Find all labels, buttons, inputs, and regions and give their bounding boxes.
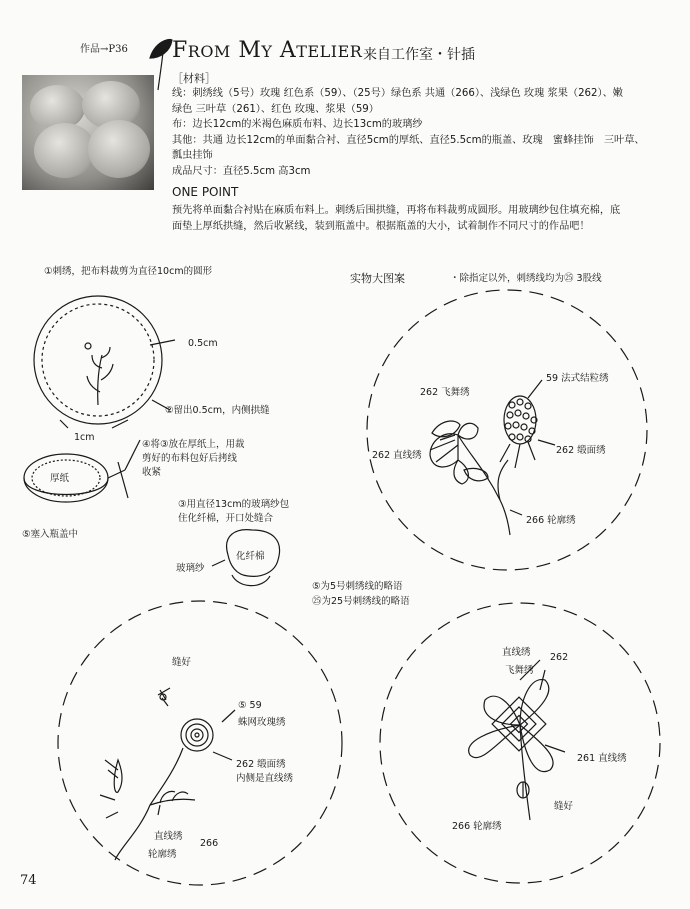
material-line: 布：边长12cm的米褐色麻质布料、边长13cm的玻璃纱	[172, 119, 423, 130]
material-line: 线：刺绣线（5号）玫瑰 红色系（59）、（25号）绿色系 共通（266）、浅绿色 玫瑰 浆果（262）、嫩	[172, 88, 623, 99]
step5-label: ⑤塞入瓶盖中	[22, 529, 79, 540]
step4-label: ④将③放在厚纸上，用裁 剪好的布料包好后拷线 收紧	[142, 439, 245, 478]
rose-satin-inner-label: 内侧是直线绣	[236, 773, 294, 784]
step2-label: ②留出0.5cm，内侧拱缝	[165, 405, 270, 416]
seam-allowance-label: 0.5cm	[188, 338, 218, 349]
rose-spider-label: 蛛网玫瑰绣	[238, 717, 286, 728]
organza-label: 玻璃纱	[176, 563, 205, 574]
step1-label: ①刺绣，把布料裁剪为直径10cm的圆形	[44, 266, 213, 277]
raspberry-fly-label: 262 飞舞绣	[420, 387, 470, 398]
margin-label: 1cm	[74, 432, 95, 443]
clover-fly-label: 飞舞绣	[505, 665, 534, 676]
material-line: 瓢虫挂饰	[172, 150, 213, 161]
leaf-logo-icon	[150, 40, 172, 58]
pattern-title: 实物大图案	[350, 272, 405, 285]
rose-outline-label: 轮廓绣	[148, 849, 177, 860]
one-point-line: 预先将单面黏合衬贴在麻质布料上。刺绣后围拱缝，再将布料裁剪成圆形。用玻璃纱包住填充棉，底	[172, 205, 621, 216]
thick-paper-label: 厚纸	[50, 473, 70, 484]
clover-thread-num: 262	[550, 652, 569, 663]
one-point-line: 面垫上厚纸拱缝，然后收紧线，装到瓶盖中。根据瓶盖的大小，试着制作不同尺寸的作品吧！	[172, 220, 590, 232]
clover-outline-label: 266 轮廓绣	[452, 821, 502, 832]
clover-leaf-label: 261 直线绣	[577, 753, 627, 764]
material-line: 其他：共通 边长12cm的单面黏合衬、直径5cm的厚纸、直径5.5cm的瓶盖、玫瑰 蜜蜂挂饰 三叶草、	[172, 134, 645, 146]
rose-satin-label: 262 缎面绣	[236, 759, 286, 770]
raspberry-straight-label: 262 直线绣	[372, 450, 422, 461]
materials-heading: ［材料］	[172, 72, 216, 85]
clover-motif	[469, 660, 565, 820]
step4-drum-diagram	[24, 440, 140, 502]
page-reference: 作品→P36	[80, 44, 128, 55]
step1-fabric-circle	[34, 296, 175, 428]
rose-bee-label: 缝好	[172, 657, 192, 668]
raspberry-outline-label: 266 轮廓绣	[526, 515, 576, 526]
rose-thread-num: 266	[200, 838, 219, 849]
raspberry-knot-label: 59 法式结粒绣	[546, 373, 609, 384]
material-line: 成品尺寸：直径5.5cm 高3cm	[172, 165, 311, 177]
clover-ladybug-label: 缝好	[554, 801, 574, 812]
clover-straight-label: 直线绣	[502, 647, 531, 658]
pattern-note: ・除指定以外，刺绣线均为㉕ 3股线	[450, 273, 602, 284]
rose-straight-label: 直线绣	[154, 831, 183, 842]
batting-label: 化纤棉	[236, 551, 265, 562]
page-number: 74	[20, 873, 37, 888]
legend-25: ㉕为25号刺绣线的略语	[312, 596, 410, 607]
step3-label: ③用直径13cm的玻璃纱包 住化纤棉，开口处缝合	[178, 499, 290, 524]
page-title: FROM MY ATELIER	[172, 38, 363, 63]
rose-spider-num: ⑤ 59	[238, 700, 262, 711]
material-line: 绿色 三叶草（261）、红色 玫瑰、浆果（59）	[172, 103, 379, 115]
legend-5: ⑤为5号刺绣线的略语	[312, 581, 403, 592]
header-rule	[158, 52, 163, 90]
raspberry-pattern-circle	[367, 290, 647, 570]
raspberry-satin-label: 262 缎面绣	[556, 445, 606, 456]
page-subtitle: 来自工作室・针插	[363, 47, 475, 63]
one-point-title: ONE POINT	[172, 185, 239, 199]
